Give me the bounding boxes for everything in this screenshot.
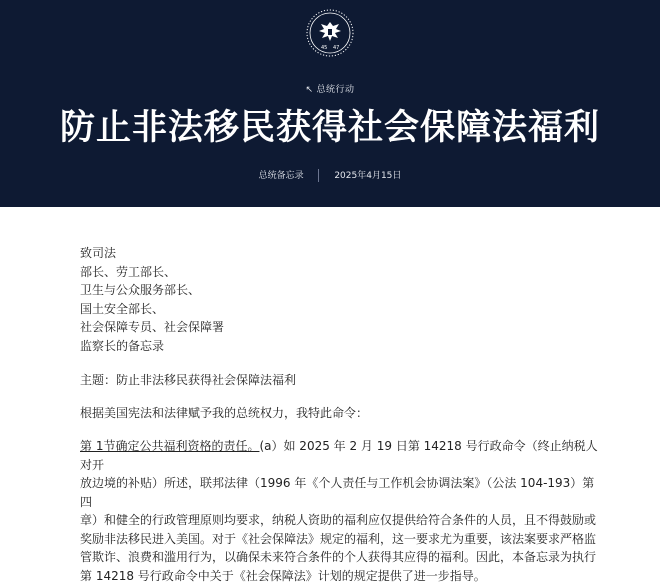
section-1-line: 第 14218 号行政命令中关于《社会保障法》计划的规定提供了进一步指导。: [80, 567, 600, 585]
document-type: 总统备忘录: [259, 171, 304, 181]
addressee-line: 社会保障专员、社会保障署: [80, 318, 600, 337]
section-1-title: 第 1节确定公共福利资格的责任。: [80, 439, 259, 453]
page-title: 防止非法移民获得社会保障法福利: [0, 100, 660, 150]
document-meta: [0, 168, 660, 182]
seal-number-right: 47: [333, 45, 339, 51]
header-banner: [0, 0, 660, 207]
section-1-line: 章）和健全的行政管理原则均要求，纳税人资助的福利应仅提供给符合条件的人员，且不得鼓励或: [80, 511, 600, 530]
document-date: 2025年4月15日: [334, 171, 401, 181]
section-1-text: (a）如 2025 年 2 月 19 日第 14218 号行政命令（终止纳税人对开: [80, 439, 598, 472]
section-1-line: 奖励非法移民进入美国。对于《社会保障法》规定的福利，这一要求尤为重要，该法案要求严格监: [80, 530, 600, 549]
addressee-line: 致司法: [80, 244, 600, 263]
arrow-up-left-icon: ↖: [305, 85, 313, 95]
section-1-line-1: [80, 437, 600, 474]
section-1: [80, 437, 600, 585]
addressee-line: 部长、劳工部长、: [80, 263, 600, 282]
memo-intro: 根据美国宪法和法律赋予我的总统权力，我特此命令：: [80, 404, 600, 423]
memo-body: [80, 244, 600, 585]
category-link[interactable]: [0, 82, 660, 95]
category-label: 总统行动: [317, 85, 355, 95]
addressee-line: 监察长的备忘录: [80, 337, 600, 356]
section-1-line: 管欺诈、浪费和滥用行为，以确保未来符合条件的个人获得其应得的福利。因此，本备忘录为执行: [80, 548, 600, 567]
addressee-line: 国土安全部长、: [80, 300, 600, 319]
addressee-line: 卫生与公众服务部长、: [80, 281, 600, 300]
memo-subject: 主题：防止非法移民获得社会保障法福利: [80, 371, 600, 390]
section-1-line: 放边境的补贴）所述，联邦法律（1996 年《个人责任与工作机会协调法案》（公法 104-193）第四: [80, 474, 600, 511]
seal-number-left: 45: [321, 45, 327, 51]
addressee-block: [80, 244, 600, 355]
meta-divider: [318, 169, 319, 182]
presidential-seal-icon: [306, 9, 354, 57]
